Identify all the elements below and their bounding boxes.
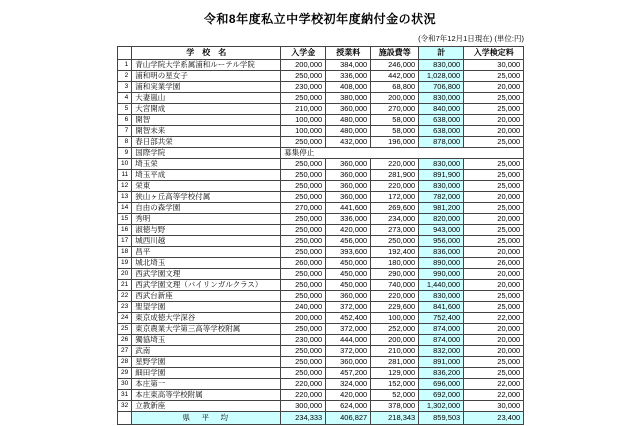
exam-fee-cell: 22,000 — [464, 379, 524, 390]
school-row — [118, 313, 524, 324]
total-cell: 943,000 — [419, 225, 464, 236]
tuition-cell: 360,000 — [326, 170, 371, 181]
total-cell: 830,000 — [419, 291, 464, 302]
school-row — [118, 148, 524, 159]
page-title: 令和8年度私立中学校初年度納付金の状況 — [203, 12, 437, 26]
tuition-cell: 408,000 — [326, 82, 371, 93]
entrance-fee-cell: 240,000 — [281, 302, 326, 313]
school-name-cell: 西武台新座 — [132, 291, 281, 302]
entrance-fee-cell: 230,000 — [281, 335, 326, 346]
facility-fee-cell: 250,000 — [371, 236, 419, 247]
exam-fee-cell: 20,000 — [464, 115, 524, 126]
row-number: 29 — [118, 368, 132, 379]
row-number: 26 — [118, 335, 132, 346]
row-number: 28 — [118, 357, 132, 368]
exam-fee-cell: 25,000 — [464, 181, 524, 192]
tuition-cell: 372,000 — [326, 302, 371, 313]
school-row — [118, 225, 524, 236]
exam-fee-cell: 25,000 — [464, 203, 524, 214]
row-number: 18 — [118, 247, 132, 258]
tuition-cell: 480,000 — [326, 126, 371, 137]
exam-fee-cell: 25,000 — [464, 291, 524, 302]
total-cell: 832,000 — [419, 346, 464, 357]
header-tuition: 授業料 — [326, 47, 371, 60]
row-number: 22 — [118, 291, 132, 302]
facility-fee-cell: 740,000 — [371, 280, 419, 291]
exam-fee-cell: 20,000 — [464, 126, 524, 137]
total-cell: 891,900 — [419, 170, 464, 181]
school-row — [118, 159, 524, 170]
school-row — [118, 269, 524, 280]
entrance-fee-cell: 250,000 — [281, 214, 326, 225]
facility-fee-cell: 100,000 — [371, 313, 419, 324]
facility-fee-cell: 196,000 — [371, 137, 419, 148]
row-number: 3 — [118, 82, 132, 93]
exam-fee-cell: 30,000 — [464, 60, 524, 71]
exam-fee-cell: 20,000 — [464, 269, 524, 280]
entrance-fee-cell: 230,000 — [281, 82, 326, 93]
school-row — [118, 71, 524, 82]
school-row — [118, 258, 524, 269]
school-row — [118, 291, 524, 302]
school-row — [118, 335, 524, 346]
school-name-cell: 細田学園 — [132, 368, 281, 379]
total-cell: 1,302,000 — [419, 401, 464, 412]
school-name-cell: 聖望学園 — [132, 302, 281, 313]
school-name-cell: 開智未来 — [132, 126, 281, 137]
exam-fee-cell: 22,000 — [464, 313, 524, 324]
total-cell: 696,000 — [419, 379, 464, 390]
entrance-fee-cell: 250,000 — [281, 247, 326, 258]
row-number: 5 — [118, 104, 132, 115]
total-cell: 692,000 — [419, 390, 464, 401]
entrance-fee-cell: 250,000 — [281, 269, 326, 280]
facility-fee-cell: 152,000 — [371, 379, 419, 390]
header-gutter — [118, 47, 132, 60]
fees-table — [117, 46, 524, 425]
row-number: 11 — [118, 170, 132, 181]
facility-fee-cell: 269,600 — [371, 203, 419, 214]
header-total: 計 — [419, 47, 464, 60]
school-row — [118, 192, 524, 203]
average-row — [118, 412, 524, 425]
school-row — [118, 181, 524, 192]
exam-fee-cell: 25,000 — [464, 357, 524, 368]
school-name-cell: 東京農業大学第三高等学校附属 — [132, 324, 281, 335]
tuition-cell: 360,000 — [326, 192, 371, 203]
total-cell: 890,000 — [419, 258, 464, 269]
row-number: 27 — [118, 346, 132, 357]
school-row — [118, 302, 524, 313]
facility-fee-cell: 200,000 — [371, 93, 419, 104]
school-name-cell: 本庄第一 — [132, 379, 281, 390]
school-row — [118, 401, 524, 412]
tuition-cell: 336,000 — [326, 214, 371, 225]
total-cell: 956,000 — [419, 236, 464, 247]
row-number: 24 — [118, 313, 132, 324]
school-name-cell: 淑徳与野 — [132, 225, 281, 236]
note-unit: (単位:円) — [494, 34, 524, 43]
total-cell: 830,000 — [419, 181, 464, 192]
exam-fee-cell: 25,000 — [464, 236, 524, 247]
average-total: 859,503 — [419, 412, 464, 425]
school-row — [118, 60, 524, 71]
tuition-cell: 336,000 — [326, 71, 371, 82]
exam-fee-cell: 20,000 — [464, 346, 524, 357]
tuition-cell: 324,000 — [326, 379, 371, 390]
entrance-fee-cell: 250,000 — [281, 137, 326, 148]
tuition-cell: 360,000 — [326, 357, 371, 368]
row-number: 15 — [118, 214, 132, 225]
entrance-fee-cell: 250,000 — [281, 181, 326, 192]
total-cell: 836,200 — [419, 368, 464, 379]
facility-fee-cell: 58,000 — [371, 126, 419, 137]
school-name-cell: 大妻嵐山 — [132, 93, 281, 104]
entrance-fee-cell: 200,000 — [281, 313, 326, 324]
row-number: 2 — [118, 71, 132, 82]
row-number: 6 — [118, 115, 132, 126]
facility-fee-cell: 270,000 — [371, 104, 419, 115]
total-cell: 638,000 — [419, 115, 464, 126]
row-number: 32 — [118, 401, 132, 412]
tuition-cell: 360,000 — [326, 159, 371, 170]
facility-fee-cell: 234,000 — [371, 214, 419, 225]
entrance-fee-cell: 200,000 — [281, 60, 326, 71]
row-number: 21 — [118, 280, 132, 291]
tuition-cell: 450,000 — [326, 269, 371, 280]
facility-fee-cell: 281,000 — [371, 357, 419, 368]
row-number: 13 — [118, 192, 132, 203]
row-number: 16 — [118, 225, 132, 236]
exam-fee-cell: 25,000 — [464, 137, 524, 148]
exam-fee-cell: 20,000 — [464, 192, 524, 203]
entrance-fee-cell: 250,000 — [281, 280, 326, 291]
header-school-name: 学 校 名 — [132, 47, 281, 60]
facility-fee-cell: 220,000 — [371, 181, 419, 192]
average-label: 県 平 均 — [132, 412, 281, 425]
exam-fee-cell: 25,000 — [464, 71, 524, 82]
suspended-cell: 募集停止 — [281, 148, 524, 159]
school-row — [118, 346, 524, 357]
school-row — [118, 280, 524, 291]
total-cell: 830,000 — [419, 60, 464, 71]
entrance-fee-cell: 250,000 — [281, 368, 326, 379]
header-row — [118, 47, 524, 60]
average-exam-fee: 23,400 — [464, 412, 524, 425]
school-name-cell: 秀明 — [132, 214, 281, 225]
school-row — [118, 137, 524, 148]
total-cell: 820,000 — [419, 214, 464, 225]
school-row — [118, 104, 524, 115]
school-row — [118, 93, 524, 104]
row-number: 12 — [118, 181, 132, 192]
facility-fee-cell: 252,000 — [371, 324, 419, 335]
tuition-cell: 384,000 — [326, 60, 371, 71]
total-cell: 830,000 — [419, 93, 464, 104]
total-cell: 1,440,000 — [419, 280, 464, 291]
tuition-cell: 444,000 — [326, 335, 371, 346]
tuition-cell: 450,000 — [326, 280, 371, 291]
total-cell: 1,028,000 — [419, 71, 464, 82]
school-row — [118, 236, 524, 247]
school-name-cell: 立教新座 — [132, 401, 281, 412]
tuition-cell: 420,000 — [326, 390, 371, 401]
total-cell: 830,000 — [419, 159, 464, 170]
school-name-cell: 大宮開成 — [132, 104, 281, 115]
school-name-cell: 城北埼玉 — [132, 258, 281, 269]
facility-fee-cell: 180,000 — [371, 258, 419, 269]
tuition-cell: 432,000 — [326, 137, 371, 148]
school-row — [118, 324, 524, 335]
school-name-cell: 開智 — [132, 115, 281, 126]
entrance-fee-cell: 250,000 — [281, 71, 326, 82]
school-name-cell: 青山学院大学系属浦和ルーテル学院 — [132, 60, 281, 71]
tuition-cell: 360,000 — [326, 291, 371, 302]
total-cell: 836,000 — [419, 247, 464, 258]
entrance-fee-cell: 250,000 — [281, 225, 326, 236]
facility-fee-cell: 281,900 — [371, 170, 419, 181]
school-name-cell: 浦和実業学園 — [132, 82, 281, 93]
school-name-cell: 埼玉栄 — [132, 159, 281, 170]
exam-fee-cell: 20,000 — [464, 214, 524, 225]
row-number: 7 — [118, 126, 132, 137]
tuition-cell: 372,000 — [326, 324, 371, 335]
row-number: 9 — [118, 148, 132, 159]
school-name-cell: 浦和明の星女子 — [132, 71, 281, 82]
school-name-cell: 自由の森学園 — [132, 203, 281, 214]
entrance-fee-cell: 270,000 — [281, 203, 326, 214]
exam-fee-cell: 25,000 — [464, 225, 524, 236]
facility-fee-cell: 192,400 — [371, 247, 419, 258]
tuition-cell: 457,200 — [326, 368, 371, 379]
entrance-fee-cell: 210,000 — [281, 104, 326, 115]
tuition-cell: 372,000 — [326, 346, 371, 357]
row-number: 19 — [118, 258, 132, 269]
row-number: 17 — [118, 236, 132, 247]
tuition-cell: 360,000 — [326, 104, 371, 115]
note-as-of-date: (令和7年12月1日現在) — [418, 34, 493, 43]
school-row — [118, 170, 524, 181]
header-entrance-fee: 入学金 — [281, 47, 326, 60]
school-name-cell: 西武学園文理 — [132, 269, 281, 280]
exam-fee-cell: 22,000 — [464, 390, 524, 401]
total-cell: 638,000 — [419, 126, 464, 137]
tuition-cell: 452,400 — [326, 313, 371, 324]
entrance-fee-cell: 250,000 — [281, 324, 326, 335]
facility-fee-cell: 68,800 — [371, 82, 419, 93]
school-name-cell: 狭山ヶ丘高等学校付属 — [132, 192, 281, 203]
school-row — [118, 126, 524, 137]
total-cell: 782,000 — [419, 192, 464, 203]
tuition-cell: 380,000 — [326, 93, 371, 104]
facility-fee-cell: 378,000 — [371, 401, 419, 412]
exam-fee-cell: 20,000 — [464, 335, 524, 346]
entrance-fee-cell: 250,000 — [281, 93, 326, 104]
school-row — [118, 203, 524, 214]
entrance-fee-cell: 250,000 — [281, 346, 326, 357]
total-cell: 706,800 — [419, 82, 464, 93]
row-number: 23 — [118, 302, 132, 313]
school-name-cell: 栄東 — [132, 181, 281, 192]
header-facility-fee: 施設費等 — [371, 47, 419, 60]
entrance-fee-cell: 220,000 — [281, 379, 326, 390]
school-row — [118, 379, 524, 390]
school-name-cell: 星野学園 — [132, 357, 281, 368]
row-number: 25 — [118, 324, 132, 335]
tuition-cell: 480,000 — [326, 115, 371, 126]
entrance-fee-cell: 250,000 — [281, 357, 326, 368]
entrance-fee-cell: 250,000 — [281, 291, 326, 302]
row-number: 14 — [118, 203, 132, 214]
exam-fee-cell: 20,000 — [464, 324, 524, 335]
total-cell: 891,000 — [419, 357, 464, 368]
school-row — [118, 82, 524, 93]
school-row — [118, 357, 524, 368]
row-number: 8 — [118, 137, 132, 148]
facility-fee-cell: 129,000 — [371, 368, 419, 379]
facility-fee-cell: 58,000 — [371, 115, 419, 126]
exam-fee-cell: 20,000 — [464, 247, 524, 258]
total-cell: 878,000 — [419, 137, 464, 148]
facility-fee-cell: 52,000 — [371, 390, 419, 401]
tuition-cell: 360,000 — [326, 181, 371, 192]
school-name-cell: 武南 — [132, 346, 281, 357]
school-name-cell: 春日部共栄 — [132, 137, 281, 148]
average-entrance-fee: 234,333 — [281, 412, 326, 425]
facility-fee-cell: 200,000 — [371, 335, 419, 346]
school-row — [118, 368, 524, 379]
exam-fee-cell: 26,000 — [464, 258, 524, 269]
exam-fee-cell: 20,000 — [464, 82, 524, 93]
entrance-fee-cell: 250,000 — [281, 192, 326, 203]
header-exam-fee: 入学検定料 — [464, 47, 524, 60]
school-name-cell: 本庄東高等学校附属 — [132, 390, 281, 401]
row-number: 10 — [118, 159, 132, 170]
entrance-fee-cell: 300,000 — [281, 401, 326, 412]
total-cell: 841,600 — [419, 302, 464, 313]
table-body — [118, 60, 524, 412]
school-name-cell: 東京成徳大学深谷 — [132, 313, 281, 324]
school-name-cell: 埼玉平成 — [132, 170, 281, 181]
entrance-fee-cell: 220,000 — [281, 390, 326, 401]
facility-fee-cell: 172,000 — [371, 192, 419, 203]
average-facility-fee: 218,343 — [371, 412, 419, 425]
entrance-fee-cell: 250,000 — [281, 236, 326, 247]
facility-fee-cell: 442,000 — [371, 71, 419, 82]
average-tuition: 406,827 — [326, 412, 371, 425]
school-name-cell: 西武学園文理（バイリンガルクラス） — [132, 280, 281, 291]
entrance-fee-cell: 250,000 — [281, 159, 326, 170]
tuition-cell: 393,600 — [326, 247, 371, 258]
school-row — [118, 214, 524, 225]
exam-fee-cell: 25,000 — [464, 93, 524, 104]
facility-fee-cell: 290,000 — [371, 269, 419, 280]
facility-fee-cell: 210,000 — [371, 346, 419, 357]
total-cell: 874,000 — [419, 324, 464, 335]
school-name-cell: 昌平 — [132, 247, 281, 258]
facility-fee-cell: 229,600 — [371, 302, 419, 313]
average-gutter — [118, 412, 132, 425]
school-name-cell: 獨協埼玉 — [132, 335, 281, 346]
exam-fee-cell: 25,000 — [464, 302, 524, 313]
tuition-cell: 441,600 — [326, 203, 371, 214]
row-number: 31 — [118, 390, 132, 401]
exam-fee-cell: 30,000 — [464, 401, 524, 412]
row-number: 4 — [118, 93, 132, 104]
entrance-fee-cell: 100,000 — [281, 126, 326, 137]
school-name-cell: 国際学院 — [132, 148, 281, 159]
total-cell: 752,400 — [419, 313, 464, 324]
row-number: 20 — [118, 269, 132, 280]
row-number: 30 — [118, 379, 132, 390]
exam-fee-cell: 25,000 — [464, 159, 524, 170]
exam-fee-cell: 25,000 — [464, 170, 524, 181]
total-cell: 874,000 — [419, 335, 464, 346]
row-number: 1 — [118, 60, 132, 71]
total-cell: 840,000 — [419, 104, 464, 115]
exam-fee-cell: 25,000 — [464, 104, 524, 115]
table-note — [117, 33, 524, 44]
facility-fee-cell: 220,000 — [371, 159, 419, 170]
total-cell: 981,200 — [419, 203, 464, 214]
facility-fee-cell: 220,000 — [371, 291, 419, 302]
school-row — [118, 115, 524, 126]
entrance-fee-cell: 250,000 — [281, 170, 326, 181]
exam-fee-cell: 25,000 — [464, 368, 524, 379]
tuition-cell: 450,000 — [326, 258, 371, 269]
school-row — [118, 247, 524, 258]
tuition-cell: 624,000 — [326, 401, 371, 412]
facility-fee-cell: 273,000 — [371, 225, 419, 236]
total-cell: 990,000 — [419, 269, 464, 280]
facility-fee-cell: 246,000 — [371, 60, 419, 71]
school-row — [118, 390, 524, 401]
tuition-cell: 420,000 — [326, 225, 371, 236]
school-name-cell: 城西川越 — [132, 236, 281, 247]
tuition-cell: 456,000 — [326, 236, 371, 247]
exam-fee-cell: 20,000 — [464, 280, 524, 291]
entrance-fee-cell: 260,000 — [281, 258, 326, 269]
entrance-fee-cell: 100,000 — [281, 115, 326, 126]
